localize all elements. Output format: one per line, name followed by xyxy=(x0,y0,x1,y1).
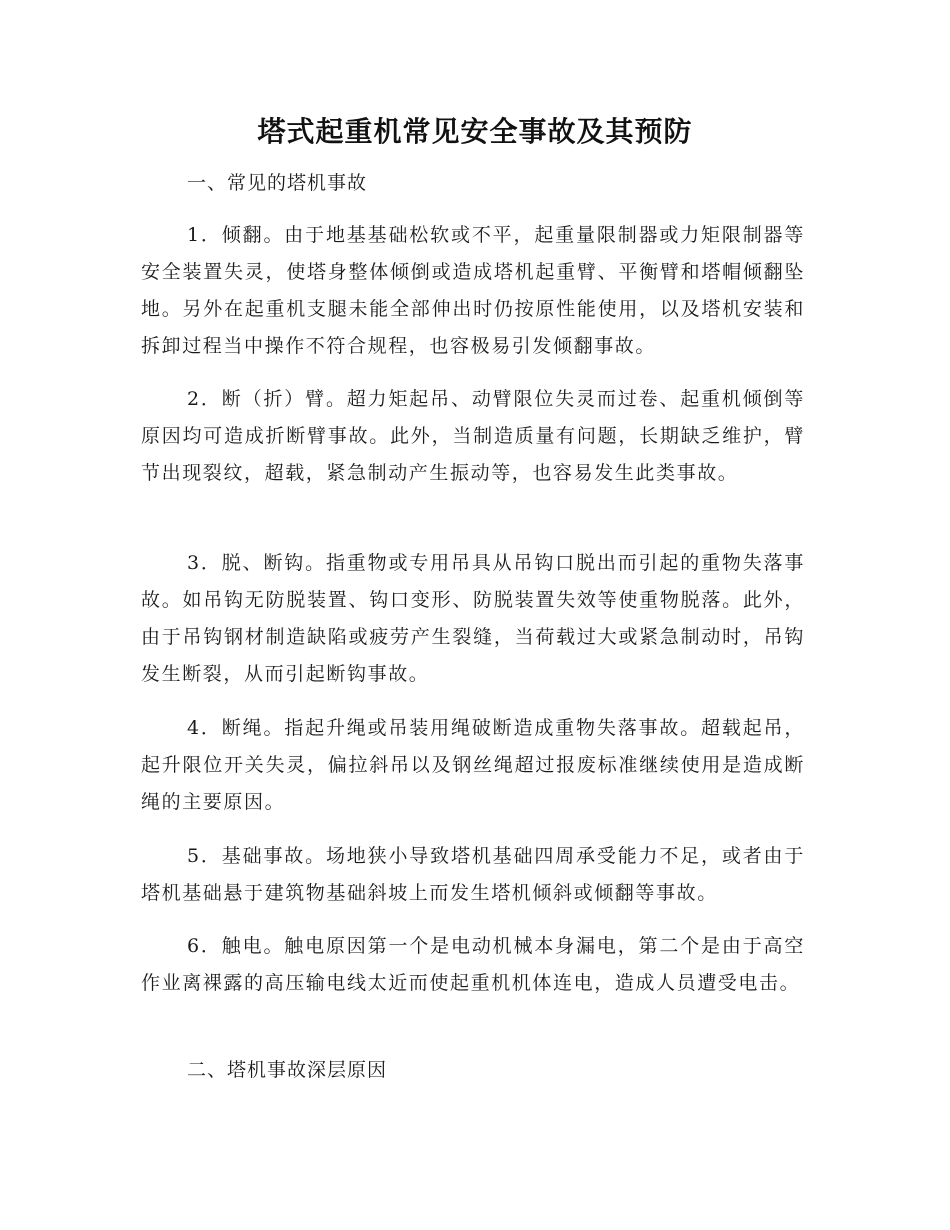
section-heading-1: 一、常见的塔机事故 xyxy=(187,172,368,194)
paragraph-foundation: 5．基础事故。场地狭小导致塔机基础四周承受能力不足，或者由于塔机基础悬于建筑物基础斜坡上而发生塔机倾斜或倾翻等事故。 xyxy=(141,845,805,904)
paragraph-broken-arm: 2．断（折）臂。超力矩起吊、动臂限位失灵而过卷、起重机倾倒等原因均可造成折断臂事故。此外，当制造质量有问题，长期缺乏维护，臂节出现裂纹，超载，紧急制动产生振动等，也容易发生此类事故。 xyxy=(141,388,805,484)
paragraph-hook-failure: 3．脱、断钩。指重物或专用吊具从吊钩口脱出而引起的重物失落事故。如吊钩无防脱装置、钩口变形、防脱装置失效等使重物脱落。此外，由于吊钩钢材制造缺陷或疲劳产生裂缝，当荷载过大或紧急制动时，吊钩发生断裂，从而引起断钩事故。 xyxy=(141,552,805,685)
document-title: 塔式起重机常见安全事故及其预防 xyxy=(257,115,693,148)
section-heading-2: 二、塔机事故深层原因 xyxy=(187,1059,388,1081)
paragraph-electric-shock: 6．触电。触电原因第一个是电动机械本身漏电，第二个是由于高空作业离裸露的高压输电线太近而使起重机机体连电，造成人员遭受电击。 xyxy=(141,935,805,994)
paragraph-rope-break: 4．断绳。指起升绳或吊装用绳破断造成重物失落事故。超载起吊，起升限位开关失灵，偏拉斜吊以及钢丝绳超过报废标准继续使用是造成断绳的主要原因。 xyxy=(141,717,805,813)
paragraph-overturn: 1．倾翻。由于地基基础松软或不平，起重量限制器或力矩限制器等安全装置失灵，使塔身整体倾倒或造成塔机起重臂、平衡臂和塔帽倾翻坠地。另外在起重机支腿未能全部伸出时仍按原性能使用，以及塔机安装和拆卸过程当中操作不符合规程，也容极易引发倾翻事故。 xyxy=(141,224,805,357)
